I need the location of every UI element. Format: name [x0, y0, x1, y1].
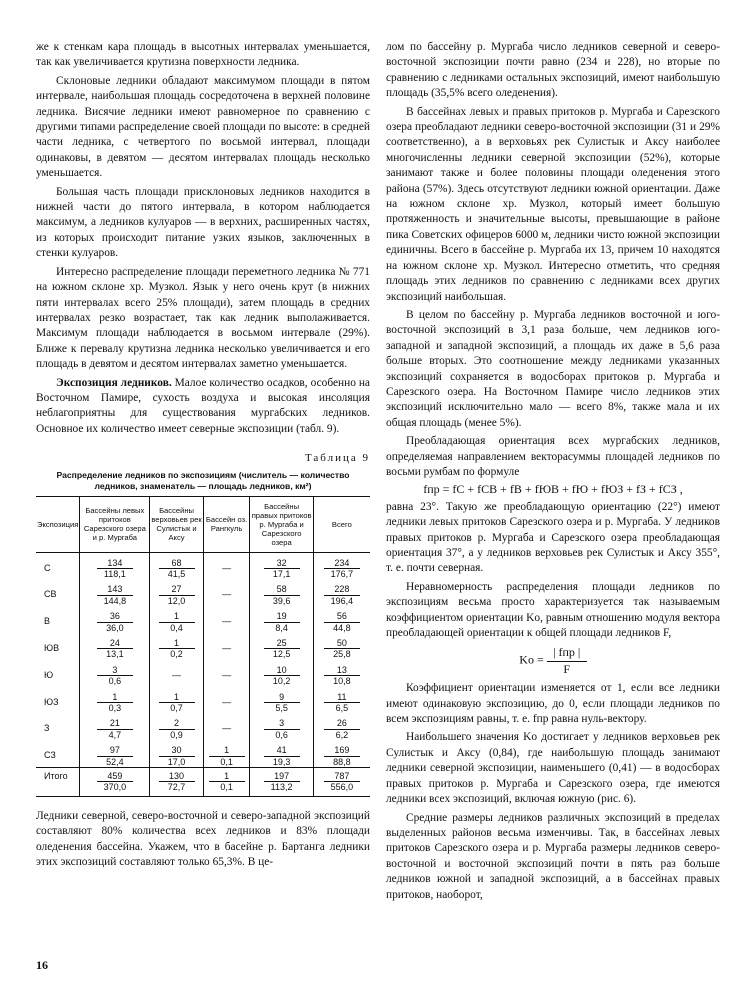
table-cell [150, 606, 203, 633]
column-header: Бассейны верховьев рек Сулистык и Аксу [150, 496, 203, 552]
glacier-area: 17,0 [167, 756, 186, 767]
exposure-table [36, 496, 370, 797]
glacier-area: 0,9 [170, 729, 183, 740]
glacier-count: 459 [97, 771, 133, 782]
glacier-area: 88,8 [333, 756, 351, 767]
table-cell [80, 579, 150, 606]
table-cell [80, 740, 150, 767]
section-heading: Экспозиция ледников. [56, 376, 172, 389]
table-cell [203, 660, 250, 687]
table-cell [250, 687, 313, 714]
table-cell [250, 552, 313, 579]
table-row [36, 606, 370, 633]
paragraph: Ледники северной, северо-восточной и северо-западной экспозиций составляют 80% количества всех ледников и 83% площади оледенения бассейна. Укажем, что в басейне р. Бартанга ледники этих экспозиций составляют только 65,3%. В це- [36, 809, 370, 869]
glacier-count: 143 [97, 584, 133, 595]
glacier-area: 0,6 [275, 729, 288, 740]
paragraph: Наибольшего значения Kо достигает у ледников верховьев рек Сулистык и Аксу (0,84), где наибольшую площадь занимают ледники северной экспозиции, наименьшего (0,41) — в водосборах правых притоков р. Мургаба и Сарезского озера, где имеются ледники всех экспозиций, включая южную (рис. 6). [386, 731, 720, 806]
paragraph-text: Малое количество осадков, особенно на Восточном Памире, сухость воздуха и высокая инсоляция неблагоприятны для существования мургабских ледников. Основное их количество имеет северные экспозиции (табл. 9). [36, 376, 370, 435]
glacier-area: 17,1 [272, 568, 291, 579]
formula-vector-sum: fпр = fC + fCB + fB + fЮB + fЮ + fЮЗ + fЗ + fСЗ , [423, 482, 683, 497]
glacier-count: 787 [324, 771, 360, 782]
glacier-area: 12,5 [272, 649, 291, 660]
fraction [324, 771, 360, 793]
table-total-row [36, 768, 370, 797]
glacier-area: 0,7 [170, 703, 183, 714]
fraction [324, 718, 360, 740]
empty-dash: — [222, 669, 232, 680]
paragraph: же к стенкам кара площадь в высотных интервалах уменьшается, так как увеличивается крутизна поверхности ледника. [36, 41, 370, 69]
fraction [159, 745, 195, 767]
table-cell [150, 713, 203, 740]
column-header: Экспозиция [36, 496, 80, 552]
fraction [159, 771, 195, 793]
glacier-area: 39,6 [272, 595, 291, 606]
glacier-area: 41,5 [167, 568, 186, 579]
fraction [97, 745, 133, 767]
table-cell [80, 687, 150, 714]
glacier-count: 1 [97, 692, 133, 703]
glacier-count: 228 [324, 584, 360, 595]
table-cell [150, 740, 203, 767]
glacier-count: 3 [97, 665, 133, 676]
glacier-area: 118,1 [103, 568, 126, 579]
table-cell [80, 606, 150, 633]
glacier-area: 52,4 [106, 756, 124, 767]
glacier-count: 25 [264, 638, 300, 649]
table-cell: В [44, 616, 51, 627]
table-row [36, 660, 370, 687]
empty-dash: — [222, 589, 232, 600]
column-header: Бассейн оз. Рангкуль [203, 496, 250, 552]
paragraph: Преобладающая ориентация всех мургабских ледников, определяемая направлением векторасуммы площадей ледников по восьми румбам по формуле [386, 435, 720, 478]
formula-orientation-coefficient [386, 645, 720, 677]
column-header: Всего [313, 496, 370, 552]
glacier-area: 0,2 [170, 649, 183, 660]
empty-dash: — [222, 696, 232, 707]
glacier-count: 130 [159, 771, 195, 782]
table-cell [150, 552, 203, 579]
formula-numerator: | fпр | [547, 645, 587, 661]
glacier-count: 19 [264, 611, 300, 622]
table-caption: Распределение ледников по экспозициям (числитель — количество ледников, знаменатель — площадь ледников, км²) [56, 469, 350, 491]
fraction [264, 584, 300, 606]
fraction [97, 558, 133, 580]
glacier-count: 50 [324, 638, 360, 649]
table-cell [150, 768, 203, 797]
empty-dash: — [222, 643, 232, 653]
glacier-area: 44,8 [333, 622, 351, 633]
table-cell: СЗ [44, 750, 56, 761]
fraction [264, 745, 300, 767]
glacier-count: 134 [97, 558, 133, 569]
fraction [264, 638, 300, 660]
glacier-area: 6,5 [335, 703, 349, 714]
table-cell: С [44, 562, 51, 573]
table-row [36, 579, 370, 606]
paragraph: Неравномерность распределения площади ледников по экспозициям весьма просто характеризуется так называемым коэффициентом ориентации Kо, равным отношению модуля вектора преобладающей ориентации к общей площади ледников F, [386, 580, 720, 640]
glacier-count: 26 [324, 718, 360, 729]
fraction [97, 771, 133, 793]
empty-dash: — [172, 669, 182, 680]
table-cell [80, 552, 150, 579]
table-cell [203, 687, 250, 714]
glacier-area: 8,4 [275, 622, 288, 633]
table-cell [150, 633, 203, 660]
table-cell: ЮЗ [44, 696, 59, 707]
fraction [324, 584, 360, 606]
fraction [159, 611, 195, 633]
glacier-count: 97 [97, 745, 133, 756]
table-cell [313, 713, 370, 740]
table-cell [313, 579, 370, 606]
glacier-area: 556,0 [330, 782, 354, 793]
glacier-count: 41 [264, 745, 300, 756]
glacier-area: 0,1 [220, 782, 233, 793]
glacier-count: 169 [324, 745, 360, 756]
column-header: Бассейны левых притоков Сарезского озера и р. Мургаба [80, 496, 150, 552]
table-cell [313, 687, 370, 714]
paragraph: В бассейнах левых и правых притоков р. Мургаба и Сарезского озера преобладают ледники северо-восточной экспозиции (31 и 29% соответственно), а в верховьях рек Сулистык и Аксу наиболее многочисленны ледники северной экспозиции (52%), которые занимают также и более половины площади оледенения этого района (57%). Здесь отсутствуют ледники южной ориентации. Даже на южном склоне хр. Музкол, который имеет большую протяженность и значительные высоты, превышающие в районе пика Советских офицеров 6000 м, ледники чисто южной экспозиции единичны. Всего в бассейне р. Мургаба их 13, причем 10 находятся на южном склоне хр. Музкол. Интересно отметить, что средняя площадь этих ледников по сравнению с ледниками всех других экспозиций наибольшая. [386, 105, 720, 303]
table-row [36, 713, 370, 740]
fraction [97, 611, 133, 633]
fraction [159, 584, 195, 606]
fraction [324, 745, 360, 767]
table-cell [80, 713, 150, 740]
fraction [264, 665, 300, 687]
glacier-area: 0,4 [170, 622, 183, 633]
glacier-count: 1 [159, 692, 195, 703]
table-cell [203, 552, 250, 579]
table-cell [313, 606, 370, 633]
glacier-area: 370,0 [103, 782, 127, 793]
glacier-area: 19,3 [272, 756, 291, 767]
table-cell [313, 768, 370, 797]
table-cell [203, 740, 250, 767]
fraction [97, 584, 133, 606]
glacier-area: 10,2 [272, 676, 291, 687]
glacier-area: 4,7 [108, 729, 122, 740]
glacier-area: 36,0 [106, 622, 124, 633]
paragraph: Коэффициент ориентации изменяется от 1, если все ледники имеют одинаковую экспозицию, до 0, если площади ледников по всем экспозициям равны, т. е. fпр равна нуль-вектору. [386, 682, 720, 726]
fraction [324, 558, 360, 580]
fraction [264, 718, 300, 740]
glacier-count: 1 [209, 745, 245, 756]
glacier-count: 3 [264, 718, 300, 729]
glacier-count: 13 [324, 665, 360, 676]
fraction [97, 718, 133, 740]
glacier-area: 6,2 [335, 729, 349, 740]
table-cell [250, 660, 313, 687]
table-cell [203, 606, 250, 633]
glacier-area: 25,8 [333, 649, 351, 660]
glacier-count: 27 [159, 584, 195, 595]
glacier-area: 13,1 [106, 649, 124, 660]
fraction [159, 638, 195, 660]
table-header-row [36, 496, 370, 552]
table-cell [250, 633, 313, 660]
fraction [159, 718, 195, 740]
glacier-count: 1 [159, 638, 195, 649]
fraction [159, 692, 195, 714]
table-cell: СВ [44, 589, 57, 600]
table-cell [150, 579, 203, 606]
glacier-count: 1 [209, 771, 245, 782]
paragraph: Интересно распределение площади переметного ледника № 771 на южном склоне хр. Музкол. Язык у него очень крут (в нижних пяти интервалах всего 25% площади), затем площадь в средних интервалах резко возрастает, так как ледник выполаживается. Максимум площади наблюдается в восьмом интервале (29%). Ближе к перевалу крутизна ледника несколько увеличивается и его площадь в девятом и десятом интервалах заметно уменьшается. [36, 265, 370, 371]
empty-dash: — [222, 562, 232, 573]
glacier-area: 0,1 [220, 756, 233, 767]
glacier-count: 32 [264, 558, 300, 569]
table-row [36, 687, 370, 714]
table-cell: Ю [44, 669, 54, 680]
glacier-count: 11 [324, 692, 360, 703]
paragraph: Большая часть площади присклоновых ледников находится в нижней части до пятого интервала, в котором наблюдается максимум, а ледников кулуаров — в верхних, расширенных частях, из которых происходит питание узких языков, заключенных в стенки кулуаров. [36, 185, 370, 260]
fraction [159, 558, 195, 580]
table-cell [80, 768, 150, 797]
paragraph: Средние размеры ледников различных экспозиций в пределах выделенных районов весьма изменчивы. Так, в бассейнах левых притоков Сарезского озера и р. Мургаба размеры ледников северо-восточной и восточной экспозиций почти в пять раз больше ледников южной и западной экспозиций, а в бассейнах правых притоков, наоборот, [386, 811, 720, 901]
table-row [36, 740, 370, 767]
table-cell [313, 552, 370, 579]
empty-dash: — [222, 723, 232, 734]
glacier-area: 10,8 [333, 676, 351, 687]
fraction [324, 611, 360, 633]
table-cell [250, 579, 313, 606]
table-cell [150, 687, 203, 714]
empty-dash: — [222, 616, 232, 627]
fraction [97, 692, 133, 714]
glacier-count: 68 [159, 558, 195, 569]
formula-lhs: Kо = [519, 653, 544, 668]
glacier-count: 21 [97, 718, 133, 729]
table-cell [250, 713, 313, 740]
fraction [264, 611, 300, 633]
glacier-area: 72,7 [167, 782, 186, 793]
glacier-count: 1 [159, 611, 195, 622]
paragraph: Склоновые ледники обладают максимумом площади в пятом интервале, наибольшая площадь сосредоточена в верхней половине ледника. Висячие ледники имеют равномерное по сравнению с другими типами распределение своей площади по высоте: в средней части ледника, с четвертого по восьмой интервал, площади одинаковы, в девятом — десятом интервалах площадь несколько уменьшается. [36, 74, 370, 180]
glacier-count: 36 [97, 611, 133, 622]
glacier-count: 56 [324, 611, 360, 622]
glacier-area: 113,2 [270, 782, 293, 793]
glacier-area: 12,0 [167, 595, 186, 606]
table-cell: З [44, 723, 50, 734]
table-row [36, 633, 370, 660]
glacier-area: 144,8 [103, 595, 127, 606]
formula-denominator: F [563, 661, 571, 676]
right-column [386, 40, 720, 903]
glacier-count: 2 [159, 718, 195, 729]
glacier-count: 24 [97, 638, 133, 649]
glacier-count: 234 [324, 558, 360, 569]
fraction [209, 745, 245, 767]
fraction [209, 771, 245, 793]
glacier-count: 58 [264, 584, 300, 595]
table-cell: Итого [36, 768, 80, 797]
table-cell [250, 740, 313, 767]
fraction [264, 771, 300, 793]
table-cell [80, 660, 150, 687]
glacier-area: 0,3 [108, 703, 122, 714]
glacier-count: 197 [264, 771, 300, 782]
fraction [97, 665, 133, 687]
fraction [324, 638, 360, 660]
table-cell [150, 660, 203, 687]
left-column [36, 40, 370, 871]
table-body [36, 552, 370, 796]
fraction [264, 692, 300, 714]
paragraph: равна 23°. Такую же преобладающую ориентацию (22°) имеют ледники левых притоков Сарезского озера и р. Мургаба. У ледников правых притоков р. Мургаба и Сарезского озера преобладающая ориентация 37°, а у ледников верховьев рек Сулистык и Аксу 355°, т. е. почти северная. [386, 500, 720, 575]
glacier-area: 0,6 [108, 676, 122, 687]
paragraph: лом по бассейну р. Мургаба число ледников северной и северо-восточной экспозиции почти равно (234 и 228), но вторые по сравнению с ледниками остальных экспозиций, имеют наибольшую площадь (35,5% всего оледенения). [386, 41, 720, 100]
table-cell [203, 768, 250, 797]
paragraph: В целом по бассейну р. Мургаба ледников восточной и юго-восточной экспозиций в 3,1 раза больше, чем ледников юго-западной и западной экспозиций, а площадь их даже в 5,6 раза больше вторых. Это соотношение между ледниками указанных экспозиций сохраняется в водосборах притоков р. Мургаба и Сарезского озера. На Восточном Памире число ледников этих экспозиций исключительно мало — всего 8%, также мала и их общая площадь (менее 5%). [386, 308, 720, 429]
table-cell [80, 633, 150, 660]
page-number: 16 [36, 958, 48, 972]
table-cell [250, 768, 313, 797]
table-number: Таблица 9 [304, 452, 370, 465]
glacier-count: 9 [264, 692, 300, 703]
table-row [36, 552, 370, 579]
glacier-area: 5,5 [275, 703, 288, 714]
column-header: Бассейны правых притоков р. Мургаба и Сарезского озера [250, 496, 313, 552]
fraction [324, 692, 360, 714]
fraction [324, 665, 360, 687]
table-cell [203, 633, 250, 660]
table-cell [313, 740, 370, 767]
table-cell [313, 660, 370, 687]
glacier-count: 10 [264, 665, 300, 676]
table-cell [250, 606, 313, 633]
table-cell [203, 713, 250, 740]
paragraph [36, 376, 370, 438]
table-cell [203, 579, 250, 606]
glacier-area: 176,7 [330, 568, 354, 579]
fraction [264, 558, 300, 580]
table-cell [313, 633, 370, 660]
fraction [97, 638, 133, 660]
glacier-area: 196,4 [330, 595, 354, 606]
table-cell: ЮВ [44, 643, 60, 653]
glacier-count: 30 [159, 745, 195, 756]
